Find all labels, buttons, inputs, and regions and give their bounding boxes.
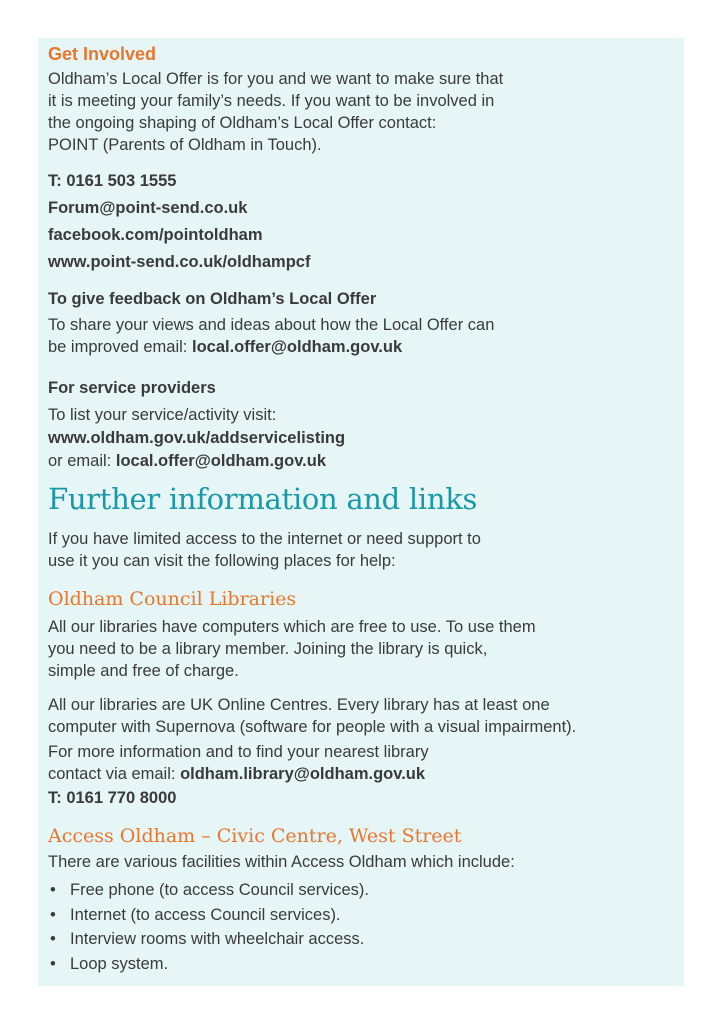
library-email-link[interactable]: oldham.library@oldham.gov.uk bbox=[180, 765, 426, 783]
libraries-contact-text: For more information and to find your nearest library contact via email: bbox=[48, 743, 429, 783]
list-item-text: Free phone (to access Council services). bbox=[70, 881, 369, 899]
info-panel bbox=[38, 38, 684, 986]
list-item-text: Interview rooms with wheelchair access. bbox=[70, 930, 365, 948]
get-involved-intro: Oldham’s Local Offer is for you and we want to make sure that it is meeting your family’s needs. If you want to be involved in the ongoing shaping of Oldham’s Local Offer contact: POINT (Parents of Oldham in Touch). bbox=[48, 70, 504, 154]
libraries-paragraph-3 bbox=[48, 741, 429, 785]
facilities-list bbox=[48, 878, 369, 976]
feedback-email-link[interactable]: local.offer@oldham.gov.uk bbox=[191, 338, 403, 356]
list-item bbox=[48, 903, 369, 928]
providers-url-link[interactable]: www.oldham.gov.uk/addservicelisting bbox=[48, 429, 346, 447]
point-email-link[interactable]: Forum@point-send.co.uk bbox=[48, 199, 248, 217]
providers-line: To list your service/activity visit: bbox=[48, 406, 277, 424]
bullet-icon: • bbox=[50, 930, 56, 948]
access-oldham-intro: There are various facilities within Access Oldham which include: bbox=[48, 853, 515, 871]
point-phone: T: 0161 503 1555 bbox=[48, 172, 177, 190]
providers-email-prefix: or email: bbox=[48, 452, 116, 470]
list-item bbox=[48, 878, 369, 903]
point-website-link[interactable]: www.point-send.co.uk/oldhampcf bbox=[48, 253, 311, 271]
libraries-heading: Oldham Council Libraries bbox=[48, 588, 297, 610]
get-involved-heading: Get Involved bbox=[48, 44, 157, 64]
bullet-icon: • bbox=[50, 905, 56, 924]
list-item-text: Loop system. bbox=[70, 954, 169, 973]
list-item bbox=[48, 952, 369, 977]
further-info-intro: If you have limited access to the internet or need support to use it you can visit the following places for help: bbox=[48, 530, 481, 570]
providers-email-line bbox=[48, 450, 326, 472]
library-phone: T: 0161 770 8000 bbox=[48, 789, 177, 807]
list-item-text: Internet (to access Council services). bbox=[70, 905, 341, 924]
bullet-icon: • bbox=[50, 881, 56, 899]
libraries-paragraph-1: All our libraries have computers which are free to use. To use them you need to be a library member. Joining the library is quick, simple and free of charge. bbox=[48, 618, 536, 680]
providers-heading: For service providers bbox=[48, 379, 216, 397]
libraries-paragraph-2: All our libraries are UK Online Centres. Every library has at least one computer with Supernova (software for people with a visual impairment). bbox=[48, 696, 577, 736]
feedback-text-body: To share your views and ideas about how the Local Offer can be improved email: bbox=[48, 316, 495, 356]
point-facebook-link[interactable]: facebook.com/pointoldham bbox=[48, 226, 263, 244]
providers-email-link[interactable]: local.offer@oldham.gov.uk bbox=[115, 452, 327, 470]
feedback-heading: To give feedback on Oldham’s Local Offer bbox=[48, 290, 377, 308]
feedback-text bbox=[48, 314, 494, 358]
further-info-title: Further information and links bbox=[48, 482, 478, 516]
list-item bbox=[48, 927, 369, 952]
bullet-icon: • bbox=[50, 954, 56, 973]
access-oldham-heading: Access Oldham – Civic Centre, West Street bbox=[48, 825, 462, 847]
